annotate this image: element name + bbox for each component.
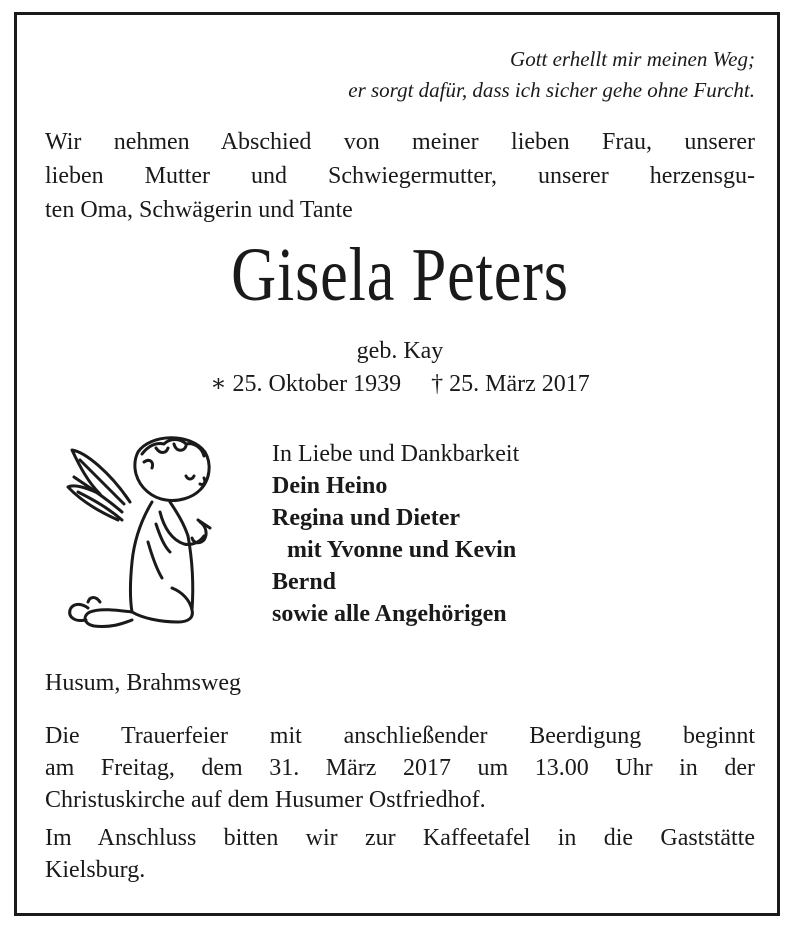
maiden-name: geb. Kay <box>356 338 444 364</box>
signer-name: mit Yvonne und Kevin <box>287 537 517 563</box>
birth-date: ∗ 25. Oktober 1939 <box>210 371 402 397</box>
place-line: Husum, Brahmsweg <box>45 670 241 696</box>
reception-line-2: Kielsburg. <box>45 857 146 883</box>
intro-text <box>45 125 755 227</box>
reception-notice <box>45 822 755 886</box>
motto-line-1: Gott erhellt mir meinen Weg; <box>510 47 755 71</box>
deceased-name: Gisela Peters <box>231 233 569 317</box>
signer-name: Bernd <box>272 569 337 595</box>
signers-block <box>272 438 519 630</box>
signer-name: Regina und Dieter <box>272 505 460 531</box>
praying-angel-icon <box>60 432 220 642</box>
motto-line-2: er sorgt dafür, dass ich sicher gehe ohne Furcht. <box>348 78 755 102</box>
death-date: † 25. März 2017 <box>431 371 590 397</box>
intro-line-1: Wir nehmen Abschied von meiner lieben Frau, unserer <box>45 129 755 155</box>
funeral-line-2: am Freitag, dem 31. März 2017 um 13.00 Uhr in der <box>45 755 755 781</box>
funeral-line-1: Die Trauerfeier mit anschließender Beerdigung beginnt <box>45 723 755 749</box>
signer-name: Dein Heino <box>272 473 388 499</box>
motto-verse <box>155 44 755 106</box>
intro-line-2: lieben Mutter und Schwiegermutter, unserer herzensgu- <box>45 163 755 189</box>
intro-line-3: ten Oma, Schwägerin und Tante <box>45 197 353 223</box>
life-dates <box>0 368 800 400</box>
funeral-line-3: Christuskirche auf dem Husumer Ostfriedhof. <box>45 787 486 813</box>
signers-lead: In Liebe und Dankbarkeit <box>272 441 520 467</box>
funeral-notice <box>45 720 755 816</box>
reception-line-1: Im Anschluss bitten wir zur Kaffeetafel in die Gaststätte <box>45 825 755 851</box>
signer-name: sowie alle Angehörigen <box>272 601 507 627</box>
